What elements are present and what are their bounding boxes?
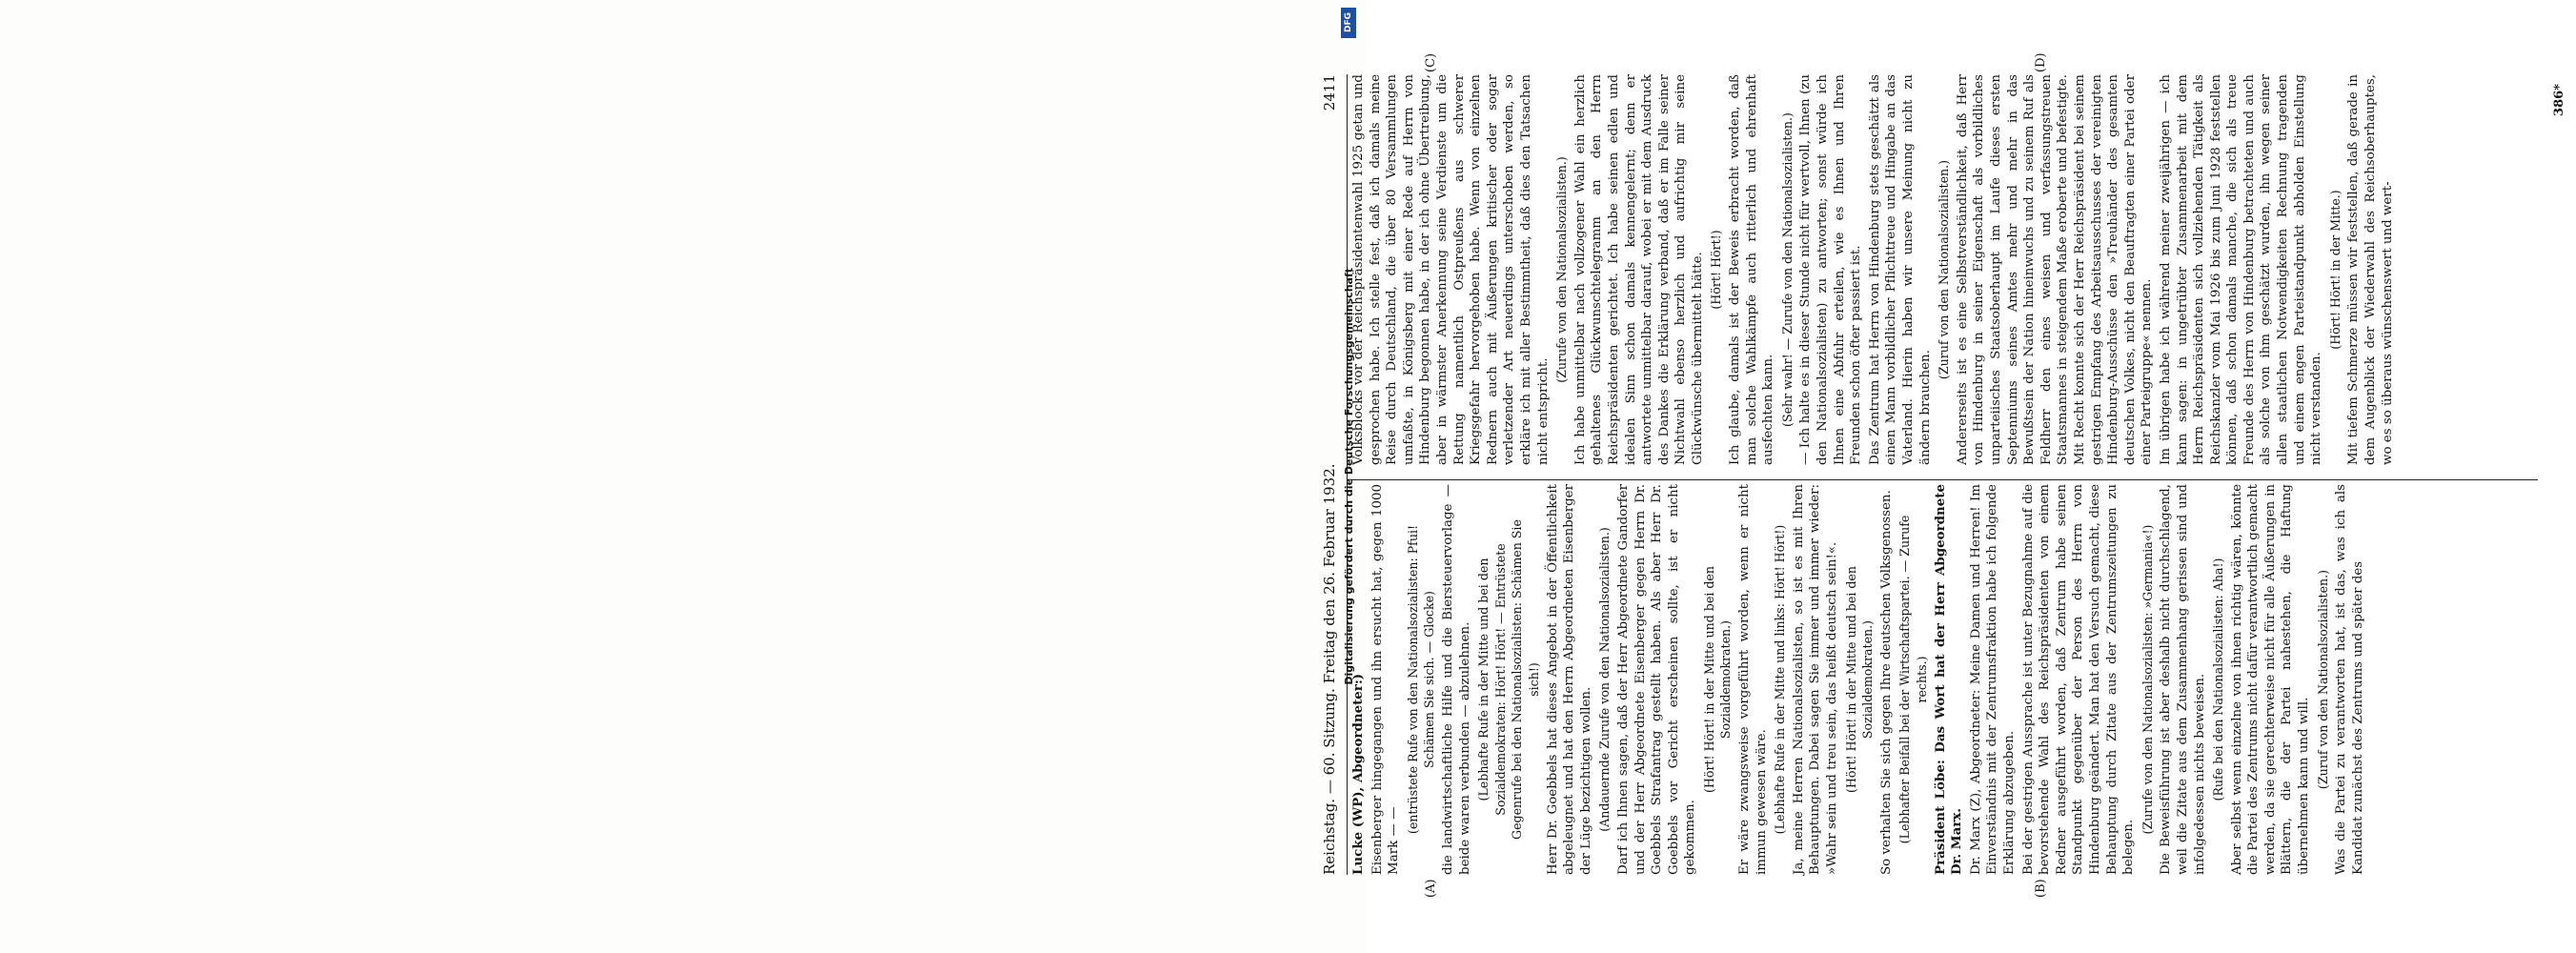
left-paragraph: Bei der gestrigen Aussprache ist unter Bezugnahme auf die bevorstehende Wahl des Reichspräsidenten von einem Redner ausgeführt worden, daß Zentrum habe seinen Standpunkt gegenüber der Person des Herrn von Hindenburg geändert. Man hat den Versuch gemacht, diese Behauptung durch Zitate aus der Zentrumszeitungen zu belegen. xyxy=(2020,484,2137,875)
left-paragraph: (Lebhafte Rufe in der Mitte und bei den Sozialdemokraten: Hört! Hört! — Entrüstete Gegenrufe bei den Nationalsozialisten: Schämen Sie sich!) xyxy=(1476,519,1541,840)
right-paragraph: Ich habe unmittelbar nach vollzogener Wahl ein herzlich gehaltenes Glückwunschtelegramm an den Herrn Reichspräsidenten gerichtet. Ich habe seinen edlen und idealen Sinn schon damals kennengelernt; denn er antwortete unmittelbar darauf, wobei er mit dem Ausdruck des Dankes die Erklärung verband, daß er im Falle seiner Nichtwahl ebenso herzlich und aufrichtig mir seine Glückwünsche übermittelt hätte. xyxy=(1572,74,1705,465)
left-paragraph: Eisenberger hingegangen und ihn ersucht hat, gegen 1000 Mark — — xyxy=(1369,484,1402,875)
left-paragraph: Darf ich Ihnen sagen, daß der Herr Abgeordnete Gandorfer und der Herr Abgeordnete Eisenberger gegen Herrn Dr. Goebbels Strafantrag gestellt haben. Als aber Herr Dr. Goebbels vor Gericht erscheinen sollte, ist er nicht gekommen. xyxy=(1615,484,1698,875)
page-number: 2411 xyxy=(1321,74,1339,112)
left-text-column xyxy=(1350,484,2368,875)
left-paragraph: So verhalten Sie sich gegen Ihre deutschen Volksgenossen. xyxy=(1878,490,1894,875)
left-paragraph: Präsident Löbe: Das Wort hat der Herr Abgeordnete Dr. Marx. xyxy=(1932,484,1965,875)
digitization-note xyxy=(1340,6,1357,947)
right-paragraph: (Hört! Hört! in der Mitte.) xyxy=(2327,190,2343,350)
left-paragraph: Lucke (WP), Abgeordneter:) xyxy=(1350,673,1366,875)
right-paragraph: Im übrigen habe ich während meiner zweijährigen — ich kann sagen: in ungetrübter Zusammenarbeit mit dem Herrn Reichspräsidenten sich vollziehenden Tätigkeit als Reichskanzler vom Mai 1926 bis zum Juni 1928 feststellen können, daß schon damals manche, die sich als treue Freunde des Herrn von Hindenburg betrachteten und auch als solche von ihm geschätzt wurden, ihn wegen seiner allen staatlichen Notwendigkeiten Rechnung tragenden und einem engen Parteistandpunkt abholden Einstellung nicht verstanden. xyxy=(2158,74,2324,465)
left-paragraph: (Rufe bei den Nationalsozialisten: Aha!) xyxy=(2211,558,2226,801)
right-paragraph: Das Zentrum hat Herrn von Hindenburg stets geschätzt als einen Mann vorbildlicher Pflichttreue und Hingabe an das Vaterland. Hierin haben wir unsere Meinung nicht zu ändern brauchen. xyxy=(1867,74,1933,465)
rotated-document-page xyxy=(1308,46,2576,903)
right-paragraph: Andererseits ist es eine Selbstverständlichkeit, daß Herr von Hindenburg in seiner Eigenschaft als vorbildliches unparteiisches Staatsoberhaupt im Laufe dieses ersten Septenniums seines Amtes mehr und mehr in das Bewußtsein der Nation hineinwuchs und zu seinem Ruf als Feldherr den eines weisen und verfassungstreuen Staatsmannes in steigendem Maße eroberte und befestigte. Mit Recht konnte sich der Herr Reichspräsident bei seinem gestrigen Empfang des Arbeitsausschusses der vereinigten Hindenburg-Ausschüsse den »Treuhänder des gesamten deutschen Volkes, nicht den Beauftragten einer Partei oder einer Parteigruppe« nennen. xyxy=(1955,74,2155,465)
left-paragraph: (Lebhafte Rufe in der Mitte und links: Hört! Hört!) xyxy=(1773,524,1788,835)
right-paragraph: Mit tiefem Schmerze müssen wir feststellen, daß gerade in dem Augenblick der Wiederwahl des Reichsoberhauptes, wo es so überaus wünschenswert und wert- xyxy=(2346,74,2395,465)
left-paragraph: (Zuruf von den Nationalsozialisten.) xyxy=(2315,569,2330,790)
margin-mark-d: (D) xyxy=(2034,52,2048,72)
left-paragraph: Dr. Marx (Z), Abgeordneter: Meine Damen und Herren! Im Einverständnis mit der Zentrumsfraktion habe ich folgende Erklärung abzugeben. xyxy=(1968,484,2017,875)
right-paragraph: — Ich halte es in dieser Stunde nicht für wertvoll, Ihnen (zu den Nationalsozialisten) zu antworten; sonst würde ich Ihnen eine Abfuhr erteilen, wie es Ihnen und Ihren Freunden schon öfter passiert ist. xyxy=(1798,74,1864,465)
left-paragraph: (Hört! Hört! in der Mitte und bei den Sozialdemokraten.) xyxy=(1843,566,1876,793)
left-paragraph: (entrüstete Rufe von den Nationalsozialisten: Pfui! Schämen Sie sich. — Glocke) xyxy=(1405,524,1437,835)
left-paragraph: Aber selbst wenn einzelne von ihnen richtig wären, könnte die Partei des Zentrums nicht dafür verantwortlich gemacht werden, da sie gerechterweise nicht für alle Äußerungen in Blättern, die der Partei nahestehen, die Haftung übernehmen kann und will. xyxy=(2229,484,2312,875)
digitization-note-text: Digitalisierung gefördert durch die Deutsche Forschungsgemeinschaft xyxy=(1342,268,1355,685)
left-paragraph: (Zurufe von den Nationalsozialisten: »Germania«!) xyxy=(2140,524,2155,835)
left-paragraph: Herr Dr. Goebbels hat dieses Angebot in der Öffentlichkeit abgeleugnet und hat den Herrn Abgeordneten Eisenberger der Lüge bezichtigen wollen. xyxy=(1545,484,1593,875)
page-footer-signature: 386* xyxy=(2552,84,2567,116)
margin-mark-c: (C) xyxy=(1424,52,1438,72)
left-paragraph: Ja, meine Herren Nationalsozialisten, so ist es mit Ihren Behauptungen. Dabei sagen Sie immer und immer wieder: »Wahr sein und treu sein, das heißt deutsch sein!«. xyxy=(1791,484,1840,875)
right-paragraph: (Zuruf von den Nationalsozialisten.) xyxy=(1937,159,1952,380)
right-paragraph: (Hört! Hört!) xyxy=(1709,230,1724,310)
left-paragraph: (Andauernde Zurufe von den Nationalsozialisten.) xyxy=(1597,527,1613,832)
header-title: Reichstag. — 60. Sitzung. Freitag den 26. Februar 1932. xyxy=(1321,463,1339,875)
right-paragraph: (Zurufe von den Nationalsozialisten.) xyxy=(1554,156,1570,383)
dfg-logo-text: DFG xyxy=(1344,12,1353,33)
column-divider xyxy=(1350,479,2538,480)
margin-mark-a: (A) xyxy=(1424,879,1438,898)
right-paragraph: Ich glaube, damals ist der Beweis erbracht worden, daß man solche Wahlkämpfe auch ritterlich und ehrenhaft ausfechten kann. xyxy=(1728,74,1776,465)
left-paragraph: Er wäre zwangsweise vorgeführt worden, wenn er nicht immun gewesen wäre. xyxy=(1737,484,1769,875)
right-text-column xyxy=(1350,74,2398,465)
left-paragraph: (Hört! Hört! in der Mitte und bei den Sozialdemokraten.) xyxy=(1701,566,1734,793)
left-paragraph: (Lebhafter Beifall bei der Wirtschaftspartei. — Zurufe rechts.) xyxy=(1897,515,1929,844)
right-paragraph: (Sehr wahr! — Zurufe von den Nationalsozialisten.) xyxy=(1779,112,1795,427)
left-paragraph: Die Beweisführung ist aber deshalb nicht durchschlagend, weil die Zitate aus dem Zusammenhang gerissen sind und infolgedessen nichts beweisen. xyxy=(2159,484,2207,875)
left-paragraph: Was die Partei zu verantworten hat, ist das, was ich als Kandidat zunächst des Zentrums und später des xyxy=(2334,484,2365,875)
right-paragraph: Volksblocks vor der Reichspräsidentenwahl 1925 getan und gesprochen habe. Ich stelle fest, daß ich damals meine Reise durch Deutschland, die über 80 Versammlungen umfaßte, in Königsberg mit einer Rede auf Herrn von Hindenburg begonnen habe, in der ich ohne Übertreibung, aber in wärmster Anerkennung seine Verdienste um die Rettung namentlich Ostpreußens aus schwerer Kriegsgefahr hervorgehoben habe. Wenn von einzelnen Rednern auch mit Äußerungen kritischer oder sogar verletzender Art neuerdings unterschoben werden, so erkläre ich mit aller Bestimmtheit, daß dies den Tatsachen nicht entspricht. xyxy=(1351,74,1551,465)
margin-mark-b: (B) xyxy=(2034,879,2048,898)
left-paragraph: die landwirtschaftliche Hilfe und die Biersteuervorlage — beide waren verbunden — abzulehnen. xyxy=(1440,484,1472,875)
